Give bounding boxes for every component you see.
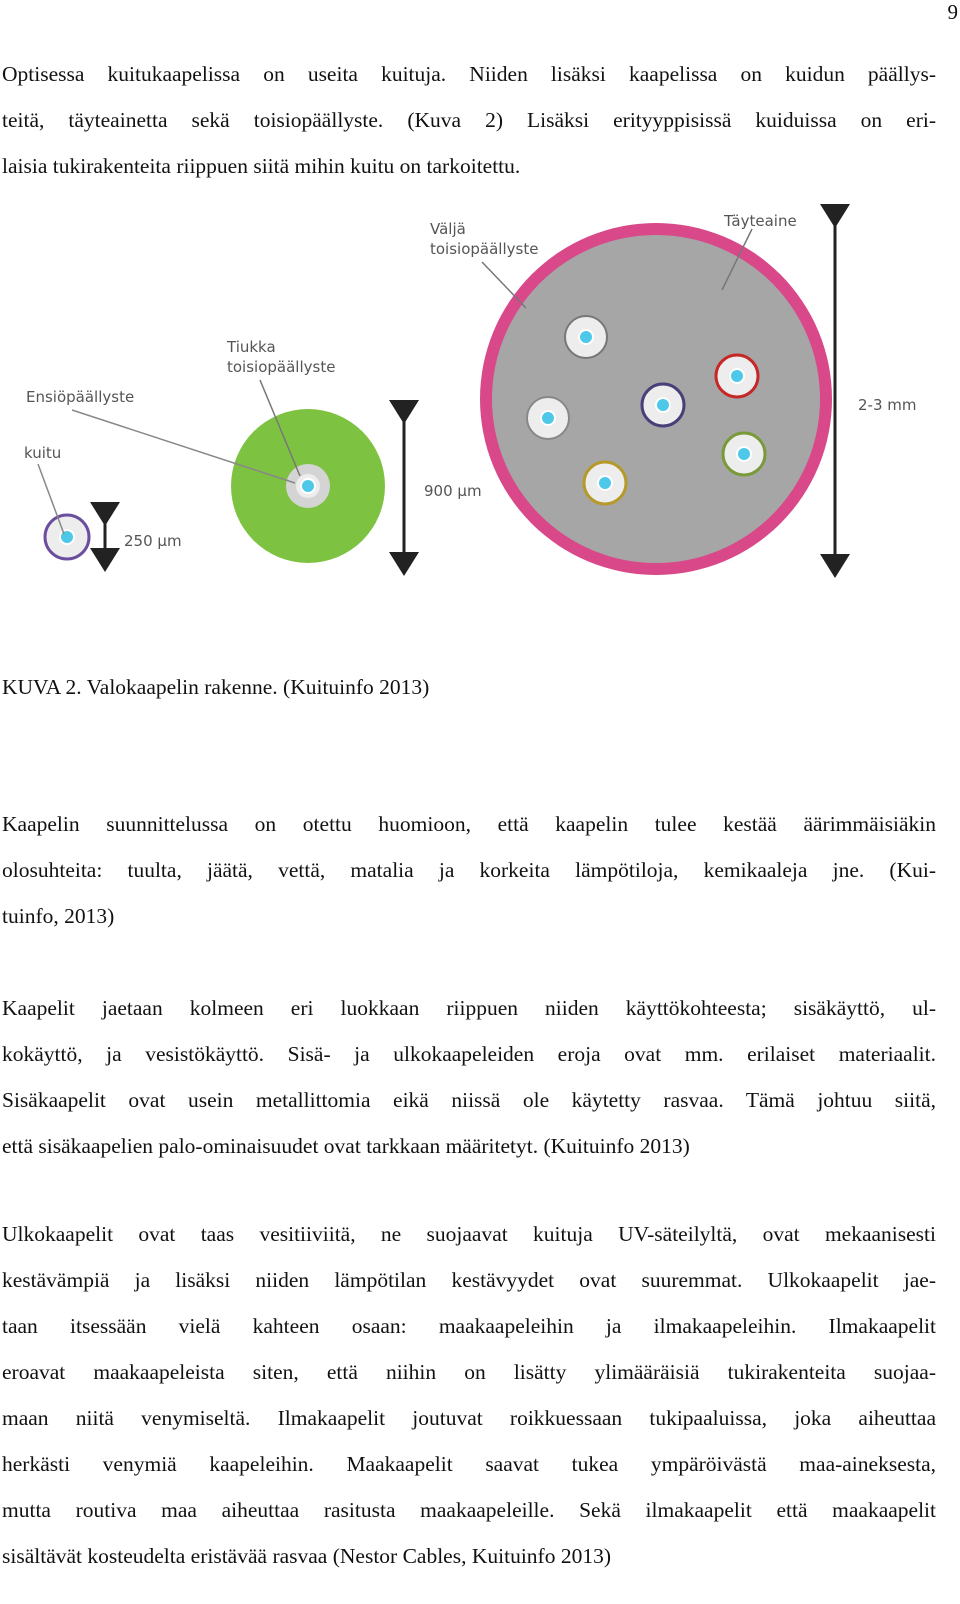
paragraph-line: herkästi venymiä kaapeleihin. Maakaapelit saavat tukea ympäröivästä maa-aineksesta, bbox=[2, 1452, 936, 1476]
paragraph-line: olosuhteita: tuulta, jäätä, vettä, matalia ja korkeita lämpötiloja, kemikaaleja jne. (Kui- bbox=[2, 858, 936, 882]
intro-paragraph bbox=[2, 51, 936, 189]
fiber-unit bbox=[642, 384, 684, 426]
paragraph-line: Optisessa kuitukaapelissa on useita kuituja. Niiden lisäksi kaapelissa on kuidun päällys- bbox=[2, 62, 936, 86]
paragraph-line: tuinfo, 2013) bbox=[2, 904, 115, 928]
paragraph-line: sisältävät kosteudelta eristävää rasvaa (Nestor Cables, Kuituinfo 2013) bbox=[2, 1544, 611, 1568]
fiber-unit bbox=[565, 316, 607, 358]
label-tiukka-line2: toisiopäällyste bbox=[227, 358, 336, 376]
paragraph-line: mutta routiva maa aiheuttaa rasitusta maakaapeleille. Sekä ilmakaapelit että maakaapelit bbox=[2, 1498, 936, 1522]
fiber-unit bbox=[723, 433, 765, 475]
paragraph-line: Sisäkaapelit ovat usein metallittomia eikä niissä ole käytetty rasvaa. Tämä johtuu siitä, bbox=[2, 1088, 936, 1112]
tight-buffer-fiber-icon bbox=[231, 409, 385, 563]
paragraph-line: että sisäkaapelien palo-ominaisuudet ovat tarkkaan määritetyt. (Kuituinfo 2013) bbox=[2, 1134, 690, 1158]
paragraph-line: Kaapelin suunnittelussa on otettu huomioon, että kaapelin tulee kestää äärimmäisiäkin bbox=[2, 812, 936, 836]
label-tayteaine: Täyteaine bbox=[724, 212, 797, 230]
cable-structure-diagram bbox=[0, 200, 960, 600]
label-ensiopaallyste: Ensiöpäällyste bbox=[26, 388, 135, 406]
cable-structure-figure bbox=[0, 200, 960, 600]
label-dim-250: 250 µm bbox=[124, 532, 182, 550]
label-valja-line1: Väljä bbox=[430, 220, 466, 238]
figure-caption: KUVA 2. Valokaapelin rakenne. (Kuituinfo 2013) bbox=[2, 675, 430, 699]
paragraph-3 bbox=[2, 1211, 936, 1579]
primary-coated-fiber-icon bbox=[45, 515, 89, 559]
leader-line-valja bbox=[482, 262, 526, 308]
page-number: 9 bbox=[947, 0, 958, 24]
fiber-unit bbox=[527, 397, 569, 439]
paragraph-line: kestävämpiä ja lisäksi niiden lämpötilan kestävyydet ovat suuremmat. Ulkokaapelit jae- bbox=[2, 1268, 936, 1292]
paragraph-line: teitä, täyteainetta sekä toisiopäällyste. (Kuva 2) Lisäksi erityyppisissä kuiduissa on eri- bbox=[2, 108, 936, 132]
paragraph-line: Ulkokaapelit ovat taas vesitiiviitä, ne suojaavat kuituja UV-säteilyltä, ovat mekaanisesti bbox=[2, 1222, 936, 1246]
paragraph-2 bbox=[2, 985, 936, 1169]
label-dim-2-3mm: 2-3 mm bbox=[858, 396, 917, 414]
paragraph-1 bbox=[2, 801, 936, 939]
label-valja-line2: toisiopäällyste bbox=[430, 240, 539, 258]
paragraph-line: kokäyttö, ja vesistökäyttö. Sisä- ja ulkokaapeleiden eroja ovat mm. erilaiset materiaalit. bbox=[2, 1042, 936, 1066]
paragraph-line: Kaapelit jaetaan kolmeen eri luokkaan riippuen niiden käyttökohteesta; sisäkäyttö, ul- bbox=[2, 996, 936, 1020]
fiber-unit bbox=[716, 355, 758, 397]
paragraph-line: maan niitä venymiseltä. Ilmakaapelit joutuvat roikkuessaan tukipaaluissa, joka aiheuttaa bbox=[2, 1406, 936, 1430]
paragraph-line: taan itsessään vielä kahteen osaan: maakaapeleihin ja ilmakaapeleihin. Ilmakaapelit bbox=[2, 1314, 936, 1338]
fiber-unit bbox=[584, 462, 626, 504]
label-tiukka-line1: Tiukka bbox=[227, 338, 276, 356]
label-dim-900: 900 µm bbox=[424, 482, 482, 500]
label-kuitu: kuitu bbox=[24, 444, 62, 462]
paragraph-line: laisia tukirakenteita riippuen siitä mihin kuitu on tarkoitettu. bbox=[2, 154, 521, 178]
paragraph-line: eroavat maakaapeleista siten, että niihin on lisätty ylimääräisiä tukirakenteita suojaa- bbox=[2, 1360, 936, 1384]
